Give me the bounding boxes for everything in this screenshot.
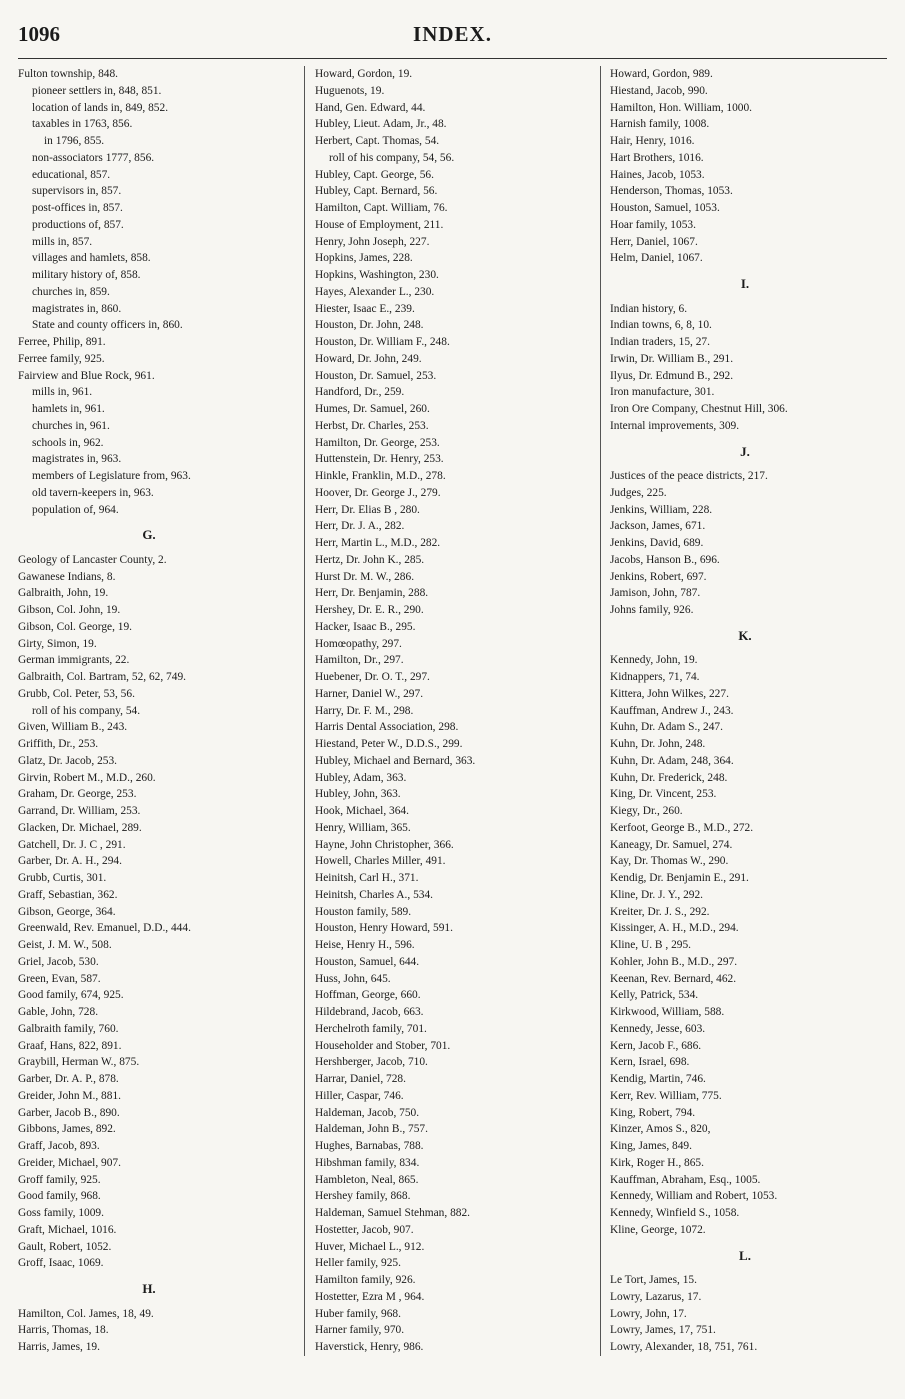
index-subentry: roll of his company, 54, 56. — [329, 151, 455, 164]
index-entry: German immigrants, 22. — [18, 654, 130, 667]
index-entry: House of Employment, 211. — [315, 218, 444, 231]
index-entry: Hamilton, Dr., 297. — [315, 654, 404, 667]
index-entry: Humes, Dr. Samuel, 260. — [315, 403, 430, 415]
index-entry: Kittera, John Wilkes, 227. — [610, 687, 729, 700]
index-entry: Kline, Dr. J. Y., 292. — [610, 888, 704, 901]
index-entry: Gibson, Col. John, 19. — [18, 604, 121, 616]
index-entry: Kern, Jacob F., 686. — [610, 1039, 702, 1052]
index-entry: Ilyus, Dr. Edmund B., 292. — [610, 369, 734, 382]
index-entry: Hubley, Lieut. Adam, Jr., 48. — [315, 118, 447, 131]
index-entry: Houston, Dr. William F., 248. — [315, 336, 450, 348]
index-entry: Haldeman, Jacob, 750. — [315, 1106, 420, 1119]
index-entry: Hook, Michael, 364. — [315, 805, 409, 817]
index-subentry: members of Legislature from, 963. — [32, 470, 191, 482]
index-entry: Herbert, Capt. Thomas, 54. — [315, 135, 440, 147]
index-entry: Houston, Samuel, 1053. — [610, 202, 720, 214]
index-entry: Harris, Thomas, 18. — [18, 1324, 109, 1337]
index-entry: Hoover, Dr. George J., 279. — [315, 486, 441, 499]
index-entry: Howard, Dr. John, 249. — [315, 352, 422, 365]
index-entry: Lowry, Alexander, 18, 751, 761. — [610, 1341, 758, 1353]
index-entry: Hamilton, Dr. George, 253. — [315, 436, 440, 449]
index-entry: Hamilton, Capt. William, 76. — [315, 202, 448, 214]
index-entry: Herr, Dr. Elias B , 280. — [315, 503, 420, 516]
index-entry: Galbraith, John, 19. — [18, 587, 109, 600]
index-entry: Gawanese Indians, 8. — [18, 570, 116, 583]
index-subentry: old tavern-keepers in, 963. — [32, 486, 154, 499]
index-subentry: mills in, 857. — [32, 235, 93, 248]
index-subentry: population of, 964. — [32, 503, 119, 516]
index-entry: Kendig, Martin, 746. — [610, 1073, 706, 1085]
index-entry: Girty, Simon, 19. — [18, 637, 97, 650]
index-entry: Kidnappers, 71, 74. — [610, 671, 700, 683]
index-entry: Lowry, Lazarus, 17. — [610, 1290, 702, 1303]
index-entry: Good family, 968. — [18, 1190, 101, 1203]
index-entry: Householder and Stober, 701. — [315, 1039, 451, 1052]
index-entry: Garber, Dr. A. H., 294. — [18, 855, 122, 868]
index-entry: Graft, Michael, 1016. — [18, 1223, 117, 1236]
section-letter-heading: L. — [739, 1247, 751, 1263]
index-subentry: roll of his company, 54. — [32, 704, 141, 717]
index-entry: Irwin, Dr. William B., 291. — [610, 352, 734, 365]
index-entry: Graybill, Herman W., 875. — [18, 1056, 140, 1069]
index-subentry: hamlets in, 961. — [32, 403, 105, 415]
index-entry: Green, Evan, 587. — [18, 972, 101, 985]
index-entry: King, Robert, 794. — [610, 1106, 696, 1119]
index-entry: Kuhn, Dr. John, 248. — [610, 738, 706, 750]
index-entry: Jenkins, David, 689. — [610, 537, 704, 549]
index-entry: Haines, Jacob, 1053. — [610, 168, 705, 181]
index-entry: Henry, William, 365. — [315, 821, 411, 834]
index-entry: Heinitsh, Charles A., 534. — [315, 888, 434, 901]
index-entry: Johns family, 926. — [610, 604, 694, 616]
index-entry: Kauffman, Abraham, Esq., 1005. — [610, 1173, 761, 1186]
index-entry: Hayne, John Christopher, 366. — [315, 838, 454, 851]
index-entry: Helm, Daniel, 1067. — [610, 252, 703, 265]
index-entry: Kohler, John B., M.D., 297. — [610, 955, 738, 968]
index-entry: Houston, Dr. John, 248. — [315, 319, 424, 332]
index-entry: Kline, George, 1072. — [610, 1223, 706, 1236]
index-entry: Greider, John M., 881. — [18, 1089, 121, 1102]
index-entry: Galbraith family, 760. — [18, 1022, 119, 1035]
index-entry: Hostetter, Ezra M , 964. — [315, 1290, 425, 1303]
index-entry: Lowry, James, 17, 751. — [610, 1324, 716, 1337]
index-entry: Hiester, Isaac E., 239. — [315, 302, 415, 315]
index-entry: Grubb, Curtis, 301. — [18, 872, 107, 884]
index-entry: Hair, Henry, 1016. — [610, 135, 695, 147]
index-entry: Hershey, Dr. E. R., 290. — [315, 604, 424, 616]
index-entry: Gibson, Col. George, 19. — [18, 620, 133, 633]
index-entry: Kendig, Dr. Benjamin E., 291. — [610, 872, 749, 884]
index-entry: Hughes, Barnabas, 788. — [315, 1140, 424, 1152]
index-entry: Hinkle, Franklin, M.D., 278. — [315, 470, 446, 482]
index-entry: Hamilton, Hon. William, 1000. — [610, 101, 753, 114]
index-entry: Kissinger, A. H., M.D., 294. — [610, 922, 739, 935]
index-entry: Griffith, Dr., 253. — [18, 738, 99, 750]
index-entry: Hubley, Adam, 363. — [315, 771, 407, 784]
index-entry: Kaneagy, Dr. Samuel, 274. — [610, 838, 733, 851]
index-entry: Jenkins, Robert, 697. — [610, 570, 707, 583]
index-entry: Graff, Sebastian, 362. — [18, 888, 118, 901]
index-subentry: villages and hamlets, 858. — [32, 252, 151, 265]
index-entry: Greenwald, Rev. Emanuel, D.D., 444. — [18, 922, 191, 935]
index-entry: Hambleton, Neal, 865. — [315, 1173, 419, 1186]
index-entry: Harnish family, 1008. — [610, 118, 710, 131]
section-letter-heading: J. — [740, 443, 750, 459]
index-entry: Jackson, James, 671. — [610, 520, 706, 533]
index-entry: Lowry, John, 17. — [610, 1307, 687, 1320]
page-header — [0, 0, 905, 60]
index-entry: Ferree family, 925. — [18, 352, 105, 365]
index-entry: Herr, Dr. Benjamin, 288. — [315, 587, 429, 600]
index-entry: Houston, Samuel, 644. — [315, 955, 420, 968]
index-entry: Hershberger, Jacob, 710. — [315, 1056, 428, 1069]
index-entry: Gatchell, Dr. J. C , 291. — [18, 838, 126, 851]
index-subentry: churches in, 859. — [32, 285, 110, 298]
index-entry: Harner family, 970. — [315, 1324, 405, 1337]
index-entry: Griel, Jacob, 530. — [18, 955, 99, 968]
index-entry: Kuhn, Dr. Frederick, 248. — [610, 771, 728, 784]
index-column-2 — [315, 66, 587, 1356]
index-entry: Huss, John, 645. — [315, 972, 391, 985]
index-entry: Hubley, John, 363. — [315, 788, 401, 801]
index-entry: Huver, Michael L., 912. — [315, 1240, 425, 1253]
index-entry: Kern, Israel, 698. — [610, 1056, 690, 1069]
index-entry: Hibshman family, 834. — [315, 1156, 420, 1169]
index-entry: Garber, Jacob B., 890. — [18, 1106, 120, 1119]
index-entry: Hand, Gen. Edward, 44. — [315, 101, 426, 114]
index-entry: Herchelroth family, 701. — [315, 1022, 427, 1035]
index-entry: Glacken, Dr. Michael, 289. — [18, 821, 142, 834]
index-entry: Given, William B., 243. — [18, 721, 128, 734]
index-entry: Hershey family, 868. — [315, 1190, 411, 1203]
index-entry: Kennedy, John, 19. — [610, 654, 698, 667]
index-entry: Hubley, Michael and Bernard, 363. — [315, 754, 476, 767]
index-subentry: military history of, 858. — [32, 269, 141, 281]
index-entry: Henderson, Thomas, 1053. — [610, 185, 733, 198]
section-letter-heading: K. — [738, 627, 752, 643]
index-entry: Justices of the peace districts, 217. — [610, 470, 768, 482]
index-entry: Kay, Dr. Thomas W., 290. — [610, 855, 729, 868]
index-entry: Hiller, Caspar, 746. — [315, 1089, 404, 1102]
index-entry: Harner, Daniel W., 297. — [315, 687, 424, 700]
index-entry: Kuhn, Dr. Adam, 248, 364. — [610, 754, 734, 767]
index-entry: Kelly, Patrick, 534. — [610, 989, 699, 1002]
index-entry: Hayes, Alexander L., 230. — [315, 285, 435, 298]
index-subentry: churches in, 961. — [32, 419, 110, 432]
index-entry: Kirk, Roger H., 865. — [610, 1156, 704, 1169]
index-entry: Jacobs, Hanson B., 696. — [610, 553, 720, 566]
index-entry: Kinzer, Amos S., 820, — [610, 1123, 711, 1136]
index-entry: Iron manufacture, 301. — [610, 386, 715, 399]
index-entry: Jenkins, William, 228. — [610, 503, 713, 516]
index-entry: Geology of Lancaster County, 2. — [18, 553, 167, 566]
index-entry: Harry, Dr. F. M., 298. — [315, 704, 414, 717]
index-entry: Groff family, 925. — [18, 1173, 101, 1186]
index-entry: Huber family, 968. — [315, 1307, 401, 1320]
index-entry: Herbst, Dr. Charles, 253. — [315, 419, 429, 432]
index-entry: Jamison, John, 787. — [610, 587, 701, 600]
index-entry: Hoffman, George, 660. — [315, 989, 421, 1002]
index-entry: Kerr, Rev. William, 775. — [610, 1089, 722, 1102]
index-entry: Galbraith, Col. Bartram, 52, 62, 749. — [18, 671, 186, 683]
index-entry: Hopkins, James, 228. — [315, 252, 413, 265]
index-entry: Hamilton, Col. James, 18, 49. — [18, 1307, 154, 1320]
index-entry: Huguenots, 19. — [315, 84, 385, 97]
index-entry: Goss family, 1009. — [18, 1207, 104, 1219]
index-subentry: magistrates in, 963. — [32, 453, 122, 466]
header-rule — [18, 58, 887, 59]
index-entry: Herr, Daniel, 1067. — [610, 235, 698, 248]
index-entry: Kennedy, Jesse, 603. — [610, 1022, 706, 1035]
index-entry: Indian history, 6. — [610, 302, 688, 315]
index-subentry: in 1796, 855. — [44, 135, 105, 147]
index-entry: Hopkins, Washington, 230. — [315, 269, 439, 281]
index-column-3 — [610, 66, 890, 1356]
index-entry: Gibbons, James, 892. — [18, 1123, 116, 1136]
index-entry: Indian traders, 15, 27. — [610, 336, 710, 348]
index-entry: Houston, Henry Howard, 591. — [315, 922, 453, 935]
index-entry: Houston, Dr. Samuel, 253. — [315, 369, 437, 382]
index-entry: Kuhn, Dr. Adam S., 247. — [610, 721, 723, 734]
index-entry: Kauffman, Andrew J., 243. — [610, 704, 734, 717]
index-entry: Keenan, Rev. Bernard, 462. — [610, 972, 737, 985]
index-entry: Kirkwood, William, 588. — [610, 1006, 725, 1018]
index-subentry: taxables in 1763, 856. — [32, 118, 133, 131]
index-entry: Henry, John Joseph, 227. — [315, 235, 430, 248]
index-entry: Good family, 674, 925. — [18, 989, 124, 1002]
index-entry: King, James, 849. — [610, 1140, 692, 1152]
index-entry: Hiestand, Jacob, 990. — [610, 84, 708, 97]
index-entry: Huttenstein, Dr. Henry, 253. — [315, 453, 444, 466]
index-entry: Howard, Gordon, 989. — [610, 68, 713, 80]
index-entry: Fairview and Blue Rock, 961. — [18, 369, 155, 382]
index-entry: Greider, Michael, 907. — [18, 1156, 121, 1169]
index-entry: Hildebrand, Jacob, 663. — [315, 1006, 424, 1018]
index-entry: Internal improvements, 309. — [610, 419, 740, 432]
index-entry: Kiegy, Dr., 260. — [610, 805, 683, 817]
index-entry: Hubley, Capt. George, 56. — [315, 168, 434, 181]
index-subentry: supervisors in, 857. — [32, 185, 122, 198]
index-entry: Groff, Isaac, 1069. — [18, 1257, 104, 1270]
index-entry: Haldeman, John B., 757. — [315, 1123, 428, 1136]
index-entry: Harris, James, 19. — [18, 1341, 100, 1353]
index-entry: Kennedy, William and Robert, 1053. — [610, 1190, 778, 1203]
index-entry: Howard, Gordon, 19. — [315, 68, 413, 80]
index-entry: Herr, Dr. J. A., 282. — [315, 520, 405, 533]
index-entry: Heise, Henry H., 596. — [315, 939, 415, 951]
index-entry: Iron Ore Company, Chestnut Hill, 306. — [610, 403, 788, 415]
index-entry: Garrand, Dr. William, 253. — [18, 805, 141, 817]
index-entry: Graaf, Hans, 822, 891. — [18, 1039, 122, 1052]
index-entry: Homœopathy, 297. — [315, 637, 402, 650]
index-subentry: location of lands in, 849, 852. — [32, 101, 169, 114]
column-divider — [304, 66, 305, 1356]
section-letter-heading: G. — [142, 527, 156, 543]
index-subentry: educational, 857. — [32, 168, 111, 181]
index-entry: Gibson, George, 364. — [18, 905, 116, 918]
index-entry: Handford, Dr., 259. — [315, 386, 405, 399]
index-entry: Hamilton family, 926. — [315, 1274, 416, 1286]
index-entry: Hostetter, Jacob, 907. — [315, 1223, 414, 1236]
index-entry: Haverstick, Henry, 986. — [315, 1341, 424, 1353]
index-entry: Howell, Charles Miller, 491. — [315, 855, 446, 868]
index-entry: Gable, John, 728. — [18, 1006, 99, 1018]
index-entry: Girvin, Robert M., M.D., 260. — [18, 771, 156, 784]
index-entry: Harrar, Daniel, 728. — [315, 1073, 406, 1085]
index-entry: Hubley, Capt. Bernard, 56. — [315, 185, 438, 198]
index-entry: Houston family, 589. — [315, 905, 412, 918]
index-subentry: State and county officers in, 860. — [32, 319, 183, 332]
index-entry: Heinitsh, Carl H., 371. — [315, 872, 419, 884]
index-entry: Huebener, Dr. O. T., 297. — [315, 671, 430, 683]
index-entry: Graham, Dr. George, 253. — [18, 788, 137, 801]
index-subentry: schools in, 962. — [32, 436, 104, 449]
index-entry: Grubb, Col. Peter, 53, 56. — [18, 687, 135, 700]
index-entry: Kerfoot, George B., M.D., 272. — [610, 821, 754, 834]
index-entry: Harris Dental Association, 298. — [315, 721, 459, 734]
column-divider — [600, 66, 601, 1356]
index-entry: Glatz, Dr. Jacob, 253. — [18, 754, 118, 767]
page-number: 1096 — [18, 22, 60, 46]
index-entry: Hertz, Dr. John K., 285. — [315, 553, 425, 566]
index-entry: Ferree, Philip, 891. — [18, 336, 106, 348]
index-entry: King, Dr. Vincent, 253. — [610, 788, 717, 801]
index-entry: Geist, J. M. W., 508. — [18, 939, 112, 951]
index-subentry: non-associators 1777, 856. — [32, 151, 155, 164]
index-entry: Graff, Jacob, 893. — [18, 1140, 100, 1152]
index-subentry: pioneer settlers in, 848, 851. — [32, 84, 162, 97]
index-entry: Kreiter, Dr. J. S., 292. — [610, 905, 710, 918]
index-subentry: magistrates in, 860. — [32, 302, 122, 315]
index-entry: Herr, Martin L., M.D., 282. — [315, 537, 441, 549]
index-entry: Le Tort, James, 15. — [610, 1274, 697, 1286]
index-entry: Indian towns, 6, 8, 10. — [610, 319, 712, 332]
index-entry: Judges, 225. — [610, 486, 667, 499]
index-entry: Garber, Dr. A. P., 878. — [18, 1073, 119, 1085]
index-subentry: post-offices in, 857. — [32, 202, 123, 214]
index-column-1 — [18, 66, 290, 1356]
index-entry: Fulton township, 848. — [18, 68, 118, 80]
page-title: INDEX. — [413, 22, 492, 46]
index-subentry: mills in, 961. — [32, 386, 93, 399]
index-entry: Gault, Robert, 1052. — [18, 1240, 112, 1253]
section-letter-heading: I. — [740, 276, 750, 291]
index-subentry: productions of, 857. — [32, 218, 124, 231]
index-entry: Hart Brothers, 1016. — [610, 151, 704, 164]
index-entry: Hiestand, Peter W., D.D.S., 299. — [315, 738, 463, 750]
index-entry: Heller family, 925. — [315, 1257, 401, 1270]
index-entry: Kline, U. B , 295. — [610, 939, 691, 951]
index-entry: Hoar family, 1053. — [610, 218, 696, 231]
index-entry: Haldeman, Samuel Stehman, 882. — [315, 1207, 471, 1219]
section-letter-heading: H. — [142, 1281, 156, 1296]
index-entry: Kennedy, Winfield S., 1058. — [610, 1207, 740, 1219]
index-entry: Hacker, Isaac B., 295. — [315, 620, 416, 633]
index-entry: Hurst Dr. M. W., 286. — [315, 570, 415, 583]
